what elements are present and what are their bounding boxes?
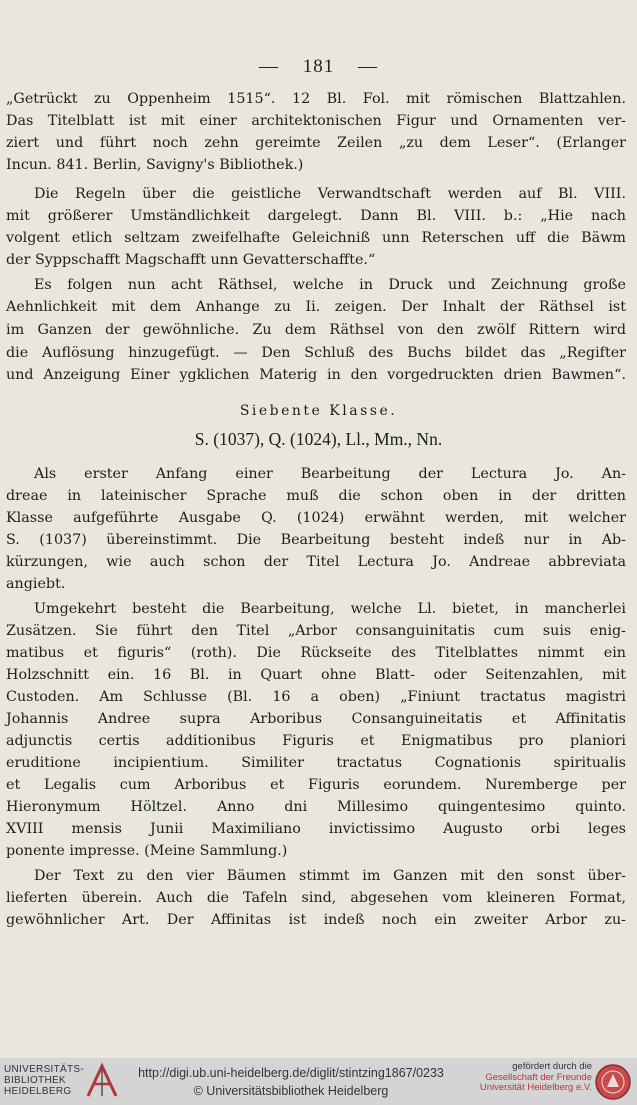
text-line: ponente impresse. (Meine Sammlung.) bbox=[6, 843, 288, 859]
text-line: Umgekehrt besteht die Bearbeitung, welche Ll. bietet, in mancherlei bbox=[34, 601, 626, 617]
text-line: XVIII mensis Junii Maximiliano invictissimo Augusto orbi leges bbox=[6, 821, 626, 837]
page-header bbox=[0, 56, 637, 78]
permalink-url[interactable]: http://digi.ub.uni-heidelberg.de/diglit/stintzing1867/0233 bbox=[138, 1066, 444, 1080]
text-line: ziert und führt noch zehn gereimte Zeilen „zu dem Leser“. (Erlanger bbox=[6, 135, 626, 151]
text-line: eruditione incipientium. Similiter tractatus Cognationis spiritualis bbox=[6, 755, 626, 771]
page-number: 181 bbox=[302, 56, 335, 77]
text-line: Incun. 841. Berlin, Savigny's Bibliothek.) bbox=[6, 157, 304, 173]
library-line: BIBLIOTHEK bbox=[4, 1075, 66, 1086]
header-dash-right: — bbox=[358, 56, 378, 77]
text-line: Der Text zu den vier Bäumen stimmt im Ganzen mit den sonst über- bbox=[34, 868, 626, 884]
text-line: volgent etlich seltzam zweifelhafte Geleichniß unn Reterschen uff die Bäwm bbox=[6, 230, 626, 246]
viewer-footer bbox=[0, 1058, 637, 1105]
header-dash-left: — bbox=[259, 56, 279, 77]
text-line: Als erster Anfang einer Bearbeitung der Lectura Jo. An- bbox=[34, 466, 626, 482]
text-line: lieferten überein. Auch die Tafeln sind, abgesehen vom kleineren Format, bbox=[6, 890, 626, 906]
sponsor-line: gefördert durch die bbox=[512, 1061, 592, 1072]
text-line: kürzungen, wie auch schon der Titel Lectura Jo. Andreae abbreviata bbox=[6, 554, 626, 570]
text-line: Custoden. Am Schlusse (Bl. 16 a oben) „Finiunt tractatus magistri bbox=[6, 689, 626, 705]
text-line: gewöhnlicher Art. Der Affinitas ist indeß noch ein zweiter Arbor zu- bbox=[6, 912, 626, 928]
library-line: HEIDELBERG bbox=[4, 1086, 72, 1097]
text-line: Es folgen nun acht Räthsel, welche in Druck und Zeichnung große bbox=[34, 277, 626, 293]
text-line: angiebt. bbox=[6, 576, 66, 592]
library-emblem-icon bbox=[82, 1062, 122, 1100]
university-seal-icon bbox=[594, 1063, 632, 1101]
library-logo-text bbox=[4, 1064, 85, 1097]
text-line: adjunctis certis additionibus Figuris et Enigmatibus pro planiori bbox=[6, 733, 626, 749]
text-line: die Auflösung hinzugefügt. — Den Schluß des Buchs bildet das „Regifter bbox=[6, 345, 626, 361]
text-line: Das Titelblatt ist mit einer architektonischen Figur und Ornamenten ver- bbox=[6, 113, 626, 129]
text-line: Klasse aufgeführte Ausgabe Q. (1024) erwähnt werden, mit welcher bbox=[6, 510, 626, 526]
text-line: Holzschnitt ein. 16 Bl. in Quart ohne Blatt- oder Seitenzahlen, mit bbox=[6, 667, 626, 683]
text-line: dreae in lateinischer Sprache muß die schon oben in der dritten bbox=[6, 488, 626, 504]
text-line: S. (1037) übereinstimmt. Die Bearbeitung besteht indeß nur in Ab- bbox=[6, 532, 626, 548]
text-line: Aehnlichkeit mit dem Anhange zu Ii. zeigen. Der Inhalt der Räthsel ist bbox=[6, 299, 626, 315]
section-title: Siebente Klasse. bbox=[239, 403, 398, 419]
sponsor-line: Universität Heidelberg e.V. bbox=[479, 1082, 592, 1093]
text-line: Johannis Andree supra Arboribus Consanguineitatis et Affinitatis bbox=[6, 711, 626, 727]
text-line: et Legalis cum Arboribus et Figuris eorundem. Nuremberge per bbox=[6, 777, 626, 793]
text-line: Die Regeln über die geistliche Verwandtschaft werden auf Bl. VIII. bbox=[34, 186, 626, 202]
text-line: Zusätzen. Sie führt den Titel „Arbor consanguinitatis cum suis enig- bbox=[6, 623, 626, 639]
copyright-notice: © Universitätsbibliothek Heidelberg bbox=[193, 1084, 389, 1098]
section-sigla: S. (1037), Q. (1024), Ll., Mm., Nn. bbox=[194, 429, 443, 449]
library-line: UNIVERSITÄTS- bbox=[4, 1064, 85, 1075]
text-line: der Syppschafft Magschafft unn Gevatterschaffte.“ bbox=[6, 252, 376, 268]
text-line: mit größerer Umständlichkeit dargelegt. Dann Bl. VIII. b.: „Hie nach bbox=[6, 208, 626, 224]
text-line: im Ganzen der gewöhnliche. Zu dem Räthsel von den zwölf Rittern wird bbox=[6, 322, 626, 338]
sponsor-notice bbox=[462, 1062, 592, 1094]
text-line: und Anzeigung Einer ygklichen Materig in den vorgedruckten drien Bawmen“. bbox=[6, 367, 626, 383]
text-line: matibus et figuris“ (roth). Die Rückseite des Titelblattes nimmt ein bbox=[6, 645, 626, 661]
sponsor-line: Gesellschaft der Freunde bbox=[485, 1071, 592, 1083]
text-line: Hieronymum Höltzel. Anno dni Millesimo quingentesimo quinto. bbox=[6, 799, 626, 815]
text-line: „Getrückt zu Oppenheim 1515“. 12 Bl. Fol. mit römischen Blattzahlen. bbox=[6, 91, 626, 107]
